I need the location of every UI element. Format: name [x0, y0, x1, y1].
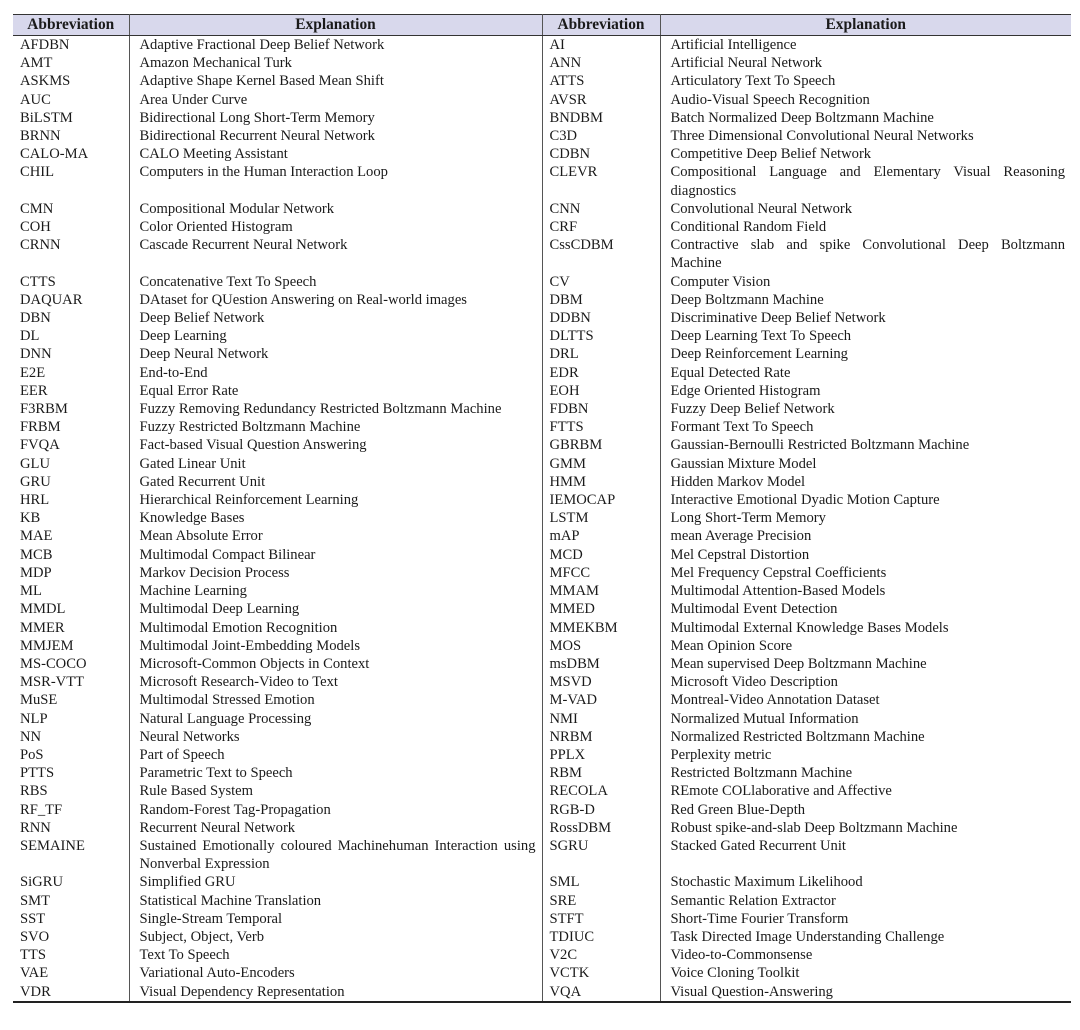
explanation-cell: Multimodal Attention-Based Models [670, 583, 886, 600]
explanation-cell: Mel Cepstral Distortion [670, 546, 810, 563]
explanation-cell: Hidden Markov Model [670, 473, 806, 490]
explanation-cell: Deep Boltzmann Machine [670, 291, 824, 308]
explanation-cell: Perplexity metric [670, 746, 772, 763]
explanation-cell: Audio-Visual Speech Recognition [670, 91, 870, 108]
explanation-cell: Normalized Restricted Boltzmann Machine [670, 728, 925, 745]
table-row [13, 291, 1071, 309]
explanation-cell: Conditional Random Field [670, 219, 827, 236]
table-body [13, 36, 1071, 1002]
abbreviation-cell: CssCDBM [542, 236, 660, 272]
abbreviation-cell: CNN [542, 200, 660, 218]
table-row [13, 655, 1071, 673]
abbreviation-cell: msDBM [542, 655, 660, 673]
explanation-cell: Variational Auto-Encoders [129, 964, 542, 982]
explanation-cell: Multimodal Stressed Emotion [129, 691, 542, 709]
explanation-cell: Multimodal Event Detection [670, 601, 838, 618]
explanation-cell: Knowledge Bases [129, 509, 542, 527]
abbreviation-cell: mAP [542, 527, 660, 545]
explanation-cell: Computers in the Human Interaction Loop [129, 163, 542, 199]
abbreviation-cell: DL [13, 327, 129, 345]
table-row [13, 327, 1071, 345]
abbreviation-cell: VQA [542, 983, 660, 1002]
table-row [13, 892, 1071, 910]
explanation-cell: Mean Absolute Error [129, 527, 542, 545]
abbreviation-cell: STFT [542, 910, 660, 928]
explanation-cell: Amazon Mechanical Turk [129, 54, 542, 72]
abbreviation-cell: C3D [542, 127, 660, 145]
abbreviation-cell: MMER [13, 619, 129, 637]
abbreviation-cell: CV [542, 273, 660, 291]
abbreviation-cell: COH [13, 218, 129, 236]
explanation-cell: Fuzzy Restricted Boltzmann Machine [129, 418, 542, 436]
explanation-cell: Equal Error Rate [129, 382, 542, 400]
abbreviation-cell: KB [13, 509, 129, 527]
table-row [13, 236, 1071, 272]
explanation-cell: Semantic Relation Extractor [670, 892, 836, 909]
table-row [13, 345, 1071, 363]
table-row [13, 910, 1071, 928]
explanation-cell: Artificial Neural Network [670, 55, 823, 72]
abbreviation-cell: FVQA [13, 436, 129, 454]
abbreviation-cell: HMM [542, 473, 660, 491]
explanation-cell: Text To Speech [129, 946, 542, 964]
explanation-cell: Artificial Intelligence [670, 37, 797, 53]
abbreviation-cell: DBM [542, 291, 660, 309]
table-row [13, 983, 1071, 1002]
abbreviation-cell: MOS [542, 637, 660, 655]
explanation-cell: Compositional Modular Network [129, 200, 542, 218]
abbreviation-cell: TTS [13, 946, 129, 964]
table-row [13, 691, 1071, 709]
table-row [13, 382, 1071, 400]
table-header [13, 15, 1071, 36]
abbreviation-cell: NN [13, 728, 129, 746]
explanation-cell: Convolutional Neural Network [670, 200, 853, 217]
abbreviation-cell: CMN [13, 200, 129, 218]
header-row [13, 15, 1071, 36]
explanation-cell: Gaussian Mixture Model [670, 455, 817, 472]
explanation-cell: Bidirectional Recurrent Neural Network [129, 127, 542, 145]
explanation-cell: Multimodal Deep Learning [129, 600, 542, 618]
abbreviation-cell: MFCC [542, 564, 660, 582]
explanation-cell: Gaussian-Bernoulli Restricted Boltzmann Machine [670, 437, 970, 454]
abbreviation-cell: GMM [542, 455, 660, 473]
table-row [13, 964, 1071, 982]
explanation-cell: Red Green Blue-Depth [670, 801, 806, 818]
abbreviation-cell: SST [13, 910, 129, 928]
abbreviation-cell: RF_TF [13, 801, 129, 819]
abbreviation-cell: CRF [542, 218, 660, 236]
abbreviation-cell: IEMOCAP [542, 491, 660, 509]
explanation-cell: Natural Language Processing [129, 710, 542, 728]
abbreviation-cell: DNN [13, 345, 129, 363]
abbreviation-cell: CTTS [13, 273, 129, 291]
table-row [13, 491, 1071, 509]
abbreviation-cell: HRL [13, 491, 129, 509]
abbreviation-cell: MuSE [13, 691, 129, 709]
table-row [13, 837, 1071, 873]
table-row [13, 509, 1071, 527]
explanation-cell: Deep Reinforcement Learning [670, 346, 848, 363]
explanation-cell: Interactive Emotional Dyadic Motion Capture [670, 492, 940, 509]
explanation-cell: Fuzzy Removing Redundancy Restricted Boltzmann Machine [129, 400, 542, 418]
abbreviation-cell: SML [542, 873, 660, 891]
explanation-cell: Simplified GRU [129, 873, 542, 891]
explanation-cell: Adaptive Fractional Deep Belief Network [129, 36, 542, 55]
table-row [13, 873, 1071, 891]
abbreviation-cell: ATTS [542, 72, 660, 90]
abbreviation-cell: CALO-MA [13, 145, 129, 163]
table-row [13, 309, 1071, 327]
explanation-cell: Color Oriented Histogram [129, 218, 542, 236]
abbreviation-cell: EDR [542, 364, 660, 382]
explanation-cell: Random-Forest Tag-Propagation [129, 801, 542, 819]
table-row [13, 72, 1071, 90]
explanation-cell: mean Average Precision [670, 528, 812, 545]
explanation-cell: Long Short-Term Memory [670, 510, 826, 527]
explanation-cell: Part of Speech [129, 746, 542, 764]
abbreviation-cell: MDP [13, 564, 129, 582]
header-explanation-left: Explanation [129, 15, 542, 36]
abbreviation-cell: F3RBM [13, 400, 129, 418]
abbreviation-cell: MS-COCO [13, 655, 129, 673]
abbreviation-cell: CHIL [13, 163, 129, 199]
explanation-cell: Multimodal Joint-Embedding Models [129, 637, 542, 655]
abbreviation-cell: MMJEM [13, 637, 129, 655]
abbreviation-cell: ANN [542, 54, 660, 72]
table-row [13, 710, 1071, 728]
abbreviation-cell: BNDBM [542, 109, 660, 127]
explanation-cell: Machine Learning [129, 582, 542, 600]
abbreviation-cell: DDBN [542, 309, 660, 327]
explanation-cell: Batch Normalized Deep Boltzmann Machine [670, 109, 934, 126]
header-abbreviation-right: Abbreviation [542, 15, 660, 36]
abbreviation-cell: MCB [13, 546, 129, 564]
abbreviation-cell: GLU [13, 455, 129, 473]
table-row [13, 218, 1071, 236]
table-row [13, 928, 1071, 946]
explanation-cell: Computer Vision [670, 273, 771, 290]
abbreviation-cell: FDBN [542, 400, 660, 418]
abbreviation-cell: PoS [13, 746, 129, 764]
explanation-cell: Recurrent Neural Network [129, 819, 542, 837]
explanation-cell: Gated Recurrent Unit [129, 473, 542, 491]
abbreviation-cell: SEMAINE [13, 837, 129, 873]
explanation-cell: Mel Frequency Cepstral Coefficients [670, 564, 887, 581]
abbreviation-cell: AUC [13, 91, 129, 109]
table-row [13, 54, 1071, 72]
explanation-cell: Deep Neural Network [129, 345, 542, 363]
explanation-cell: CALO Meeting Assistant [129, 145, 542, 163]
abbreviation-cell: RNN [13, 819, 129, 837]
abbreviation-cell: DLTTS [542, 327, 660, 345]
abbreviation-cell: TDIUC [542, 928, 660, 946]
explanation-cell: Area Under Curve [129, 91, 542, 109]
abbreviation-cell: GBRBM [542, 436, 660, 454]
explanation-cell: Hierarchical Reinforcement Learning [129, 491, 542, 509]
abbreviation-cell: SVO [13, 928, 129, 946]
abbreviation-cell: RBM [542, 764, 660, 782]
abbreviation-cell: DBN [13, 309, 129, 327]
abbreviation-cell: RossDBM [542, 819, 660, 837]
explanation-cell: Deep Learning [129, 327, 542, 345]
abbreviation-cell: PPLX [542, 746, 660, 764]
table-row [13, 127, 1071, 145]
abbreviation-cell: CRNN [13, 236, 129, 272]
abbreviation-cell: LSTM [542, 509, 660, 527]
table-row [13, 582, 1071, 600]
explanation-cell: Equal Detected Rate [670, 364, 791, 381]
table-row [13, 764, 1071, 782]
explanation-cell: Microsoft Video Description [670, 674, 838, 691]
header-explanation-right: Explanation [660, 15, 1071, 36]
explanation-cell: Edge Oriented Histogram [670, 382, 821, 399]
table-row [13, 364, 1071, 382]
table-row [13, 637, 1071, 655]
explanation-cell: Statistical Machine Translation [129, 892, 542, 910]
explanation-cell: Visual Question-Answering [660, 983, 1071, 1002]
explanation-cell: Subject, Object, Verb [129, 928, 542, 946]
explanation-cell: Discriminative Deep Belief Network [670, 310, 886, 327]
abbreviation-cell: ASKMS [13, 72, 129, 90]
abbreviation-cell: DRL [542, 345, 660, 363]
table-row [13, 418, 1071, 436]
explanation-cell: Fact-based Visual Question Answering [129, 436, 542, 454]
abbreviation-cell: SMT [13, 892, 129, 910]
explanation-cell: Short-Time Fourier Transform [670, 910, 849, 927]
explanation-cell: Gated Linear Unit [129, 455, 542, 473]
abbreviation-cell: SRE [542, 892, 660, 910]
abbreviation-table [13, 14, 1071, 1003]
explanation-cell: Cascade Recurrent Neural Network [129, 236, 542, 272]
table-row [13, 564, 1071, 582]
explanation-cell: Microsoft Research-Video to Text [129, 673, 542, 691]
explanation-cell: Bidirectional Long Short-Term Memory [129, 109, 542, 127]
abbreviation-cell: RBS [13, 782, 129, 800]
abbreviation-cell: MMDL [13, 600, 129, 618]
abbreviation-cell: MMED [542, 600, 660, 618]
explanation-cell: Multimodal External Knowledge Bases Models [670, 619, 949, 636]
abbreviation-cell: CLEVR [542, 163, 660, 199]
table-row [13, 163, 1071, 199]
explanation-cell: Task Directed Image Understanding Challenge [670, 928, 945, 945]
abbreviation-cell: EOH [542, 382, 660, 400]
explanation-cell: Single-Stream Temporal [129, 910, 542, 928]
abbreviation-cell: NRBM [542, 728, 660, 746]
explanation-cell: Rule Based System [129, 782, 542, 800]
abbreviation-cell: MAE [13, 527, 129, 545]
table-row [13, 728, 1071, 746]
abbreviation-cell: MSR-VTT [13, 673, 129, 691]
abbreviation-cell: VAE [13, 964, 129, 982]
table-row [13, 473, 1071, 491]
table-row [13, 273, 1071, 291]
table-row [13, 455, 1071, 473]
explanation-cell: Contractive slab and spike Convolutional Deep Boltzmann Machine [670, 237, 1065, 272]
table-row [13, 801, 1071, 819]
abbreviation-cell: SGRU [542, 837, 660, 873]
explanation-cell: Formant Text To Speech [670, 419, 814, 436]
header-abbreviation-left: Abbreviation [13, 15, 129, 36]
explanation-cell: Montreal-Video Annotation Dataset [670, 692, 880, 709]
explanation-cell: Mean supervised Deep Boltzmann Machine [670, 655, 927, 672]
table-row [13, 436, 1071, 454]
explanation-cell: Sustained Emotionally coloured Machinehuman Interaction using Nonverbal Expression [129, 837, 542, 873]
table-row [13, 527, 1071, 545]
explanation-cell: REmote COLlaborative and Affective [670, 783, 892, 800]
explanation-cell: Video-to-Commonsense [670, 947, 813, 964]
abbreviation-cell: AI [542, 36, 660, 55]
abbreviation-cell: BiLSTM [13, 109, 129, 127]
abbreviation-cell: CDBN [542, 145, 660, 163]
explanation-cell: Deep Learning Text To Speech [670, 328, 852, 345]
abbreviation-cell: MMEKBM [542, 619, 660, 637]
abbreviation-cell: DAQUAR [13, 291, 129, 309]
abbreviation-cell: V2C [542, 946, 660, 964]
explanation-cell: Multimodal Compact Bilinear [129, 546, 542, 564]
abbreviation-cell: BRNN [13, 127, 129, 145]
explanation-cell: Competitive Deep Belief Network [670, 146, 872, 163]
explanation-cell: Restricted Boltzmann Machine [670, 765, 853, 782]
explanation-cell: Stochastic Maximum Likelihood [670, 874, 863, 891]
table-row [13, 819, 1071, 837]
explanation-cell: Voice Cloning Toolkit [670, 965, 800, 982]
explanation-cell: Compositional Language and Elementary Visual Reasoning diagnostics [670, 164, 1065, 199]
abbreviation-cell: ML [13, 582, 129, 600]
explanation-cell: Deep Belief Network [129, 309, 542, 327]
explanation-cell: Parametric Text to Speech [129, 764, 542, 782]
abbreviation-cell: RGB-D [542, 801, 660, 819]
table-row [13, 109, 1071, 127]
explanation-cell: Concatenative Text To Speech [129, 273, 542, 291]
abbreviation-cell: MSVD [542, 673, 660, 691]
table-row [13, 546, 1071, 564]
table-row [13, 619, 1071, 637]
abbreviation-cell: FTTS [542, 418, 660, 436]
explanation-cell: Mean Opinion Score [670, 637, 793, 654]
explanation-cell: Adaptive Shape Kernel Based Mean Shift [129, 72, 542, 90]
explanation-cell: DAtaset for QUestion Answering on Real-world images [129, 291, 542, 309]
abbreviation-cell: AFDBN [13, 36, 129, 55]
explanation-cell: Fuzzy Deep Belief Network [670, 401, 835, 418]
abbreviation-cell: NMI [542, 710, 660, 728]
explanation-cell: Multimodal Emotion Recognition [129, 619, 542, 637]
table-row [13, 145, 1071, 163]
table-row [13, 200, 1071, 218]
explanation-cell: End-to-End [129, 364, 542, 382]
abbreviation-cell: PTTS [13, 764, 129, 782]
abbreviation-cell: MMAM [542, 582, 660, 600]
abbreviation-cell: M-VAD [542, 691, 660, 709]
table-row [13, 673, 1071, 691]
abbreviation-cell: MCD [542, 546, 660, 564]
explanation-cell: Articulatory Text To Speech [670, 73, 836, 90]
abbreviation-cell: SiGRU [13, 873, 129, 891]
table-row [13, 782, 1071, 800]
table-row [13, 946, 1071, 964]
abbreviation-cell: AVSR [542, 91, 660, 109]
explanation-cell: Markov Decision Process [129, 564, 542, 582]
explanation-cell: Robust spike-and-slab Deep Boltzmann Machine [670, 819, 958, 836]
abbreviation-cell: GRU [13, 473, 129, 491]
abbreviation-cell: VDR [13, 983, 129, 1002]
table-row [13, 600, 1071, 618]
abbreviation-cell: NLP [13, 710, 129, 728]
explanation-cell: Stacked Gated Recurrent Unit [670, 837, 846, 854]
explanation-cell: Three Dimensional Convolutional Neural Networks [670, 128, 974, 145]
table-row [13, 91, 1071, 109]
abbreviation-cell: VCTK [542, 964, 660, 982]
explanation-cell: Visual Dependency Representation [129, 983, 542, 1002]
abbreviation-cell: E2E [13, 364, 129, 382]
abbreviation-cell: EER [13, 382, 129, 400]
explanation-cell: Normalized Mutual Information [670, 710, 859, 727]
explanation-cell: Microsoft-Common Objects in Context [129, 655, 542, 673]
explanation-cell: Neural Networks [129, 728, 542, 746]
table-row [13, 746, 1071, 764]
abbreviation-cell: AMT [13, 54, 129, 72]
table-row [13, 400, 1071, 418]
abbreviation-cell: FRBM [13, 418, 129, 436]
abbreviation-cell: RECOLA [542, 782, 660, 800]
table-row [13, 36, 1071, 55]
